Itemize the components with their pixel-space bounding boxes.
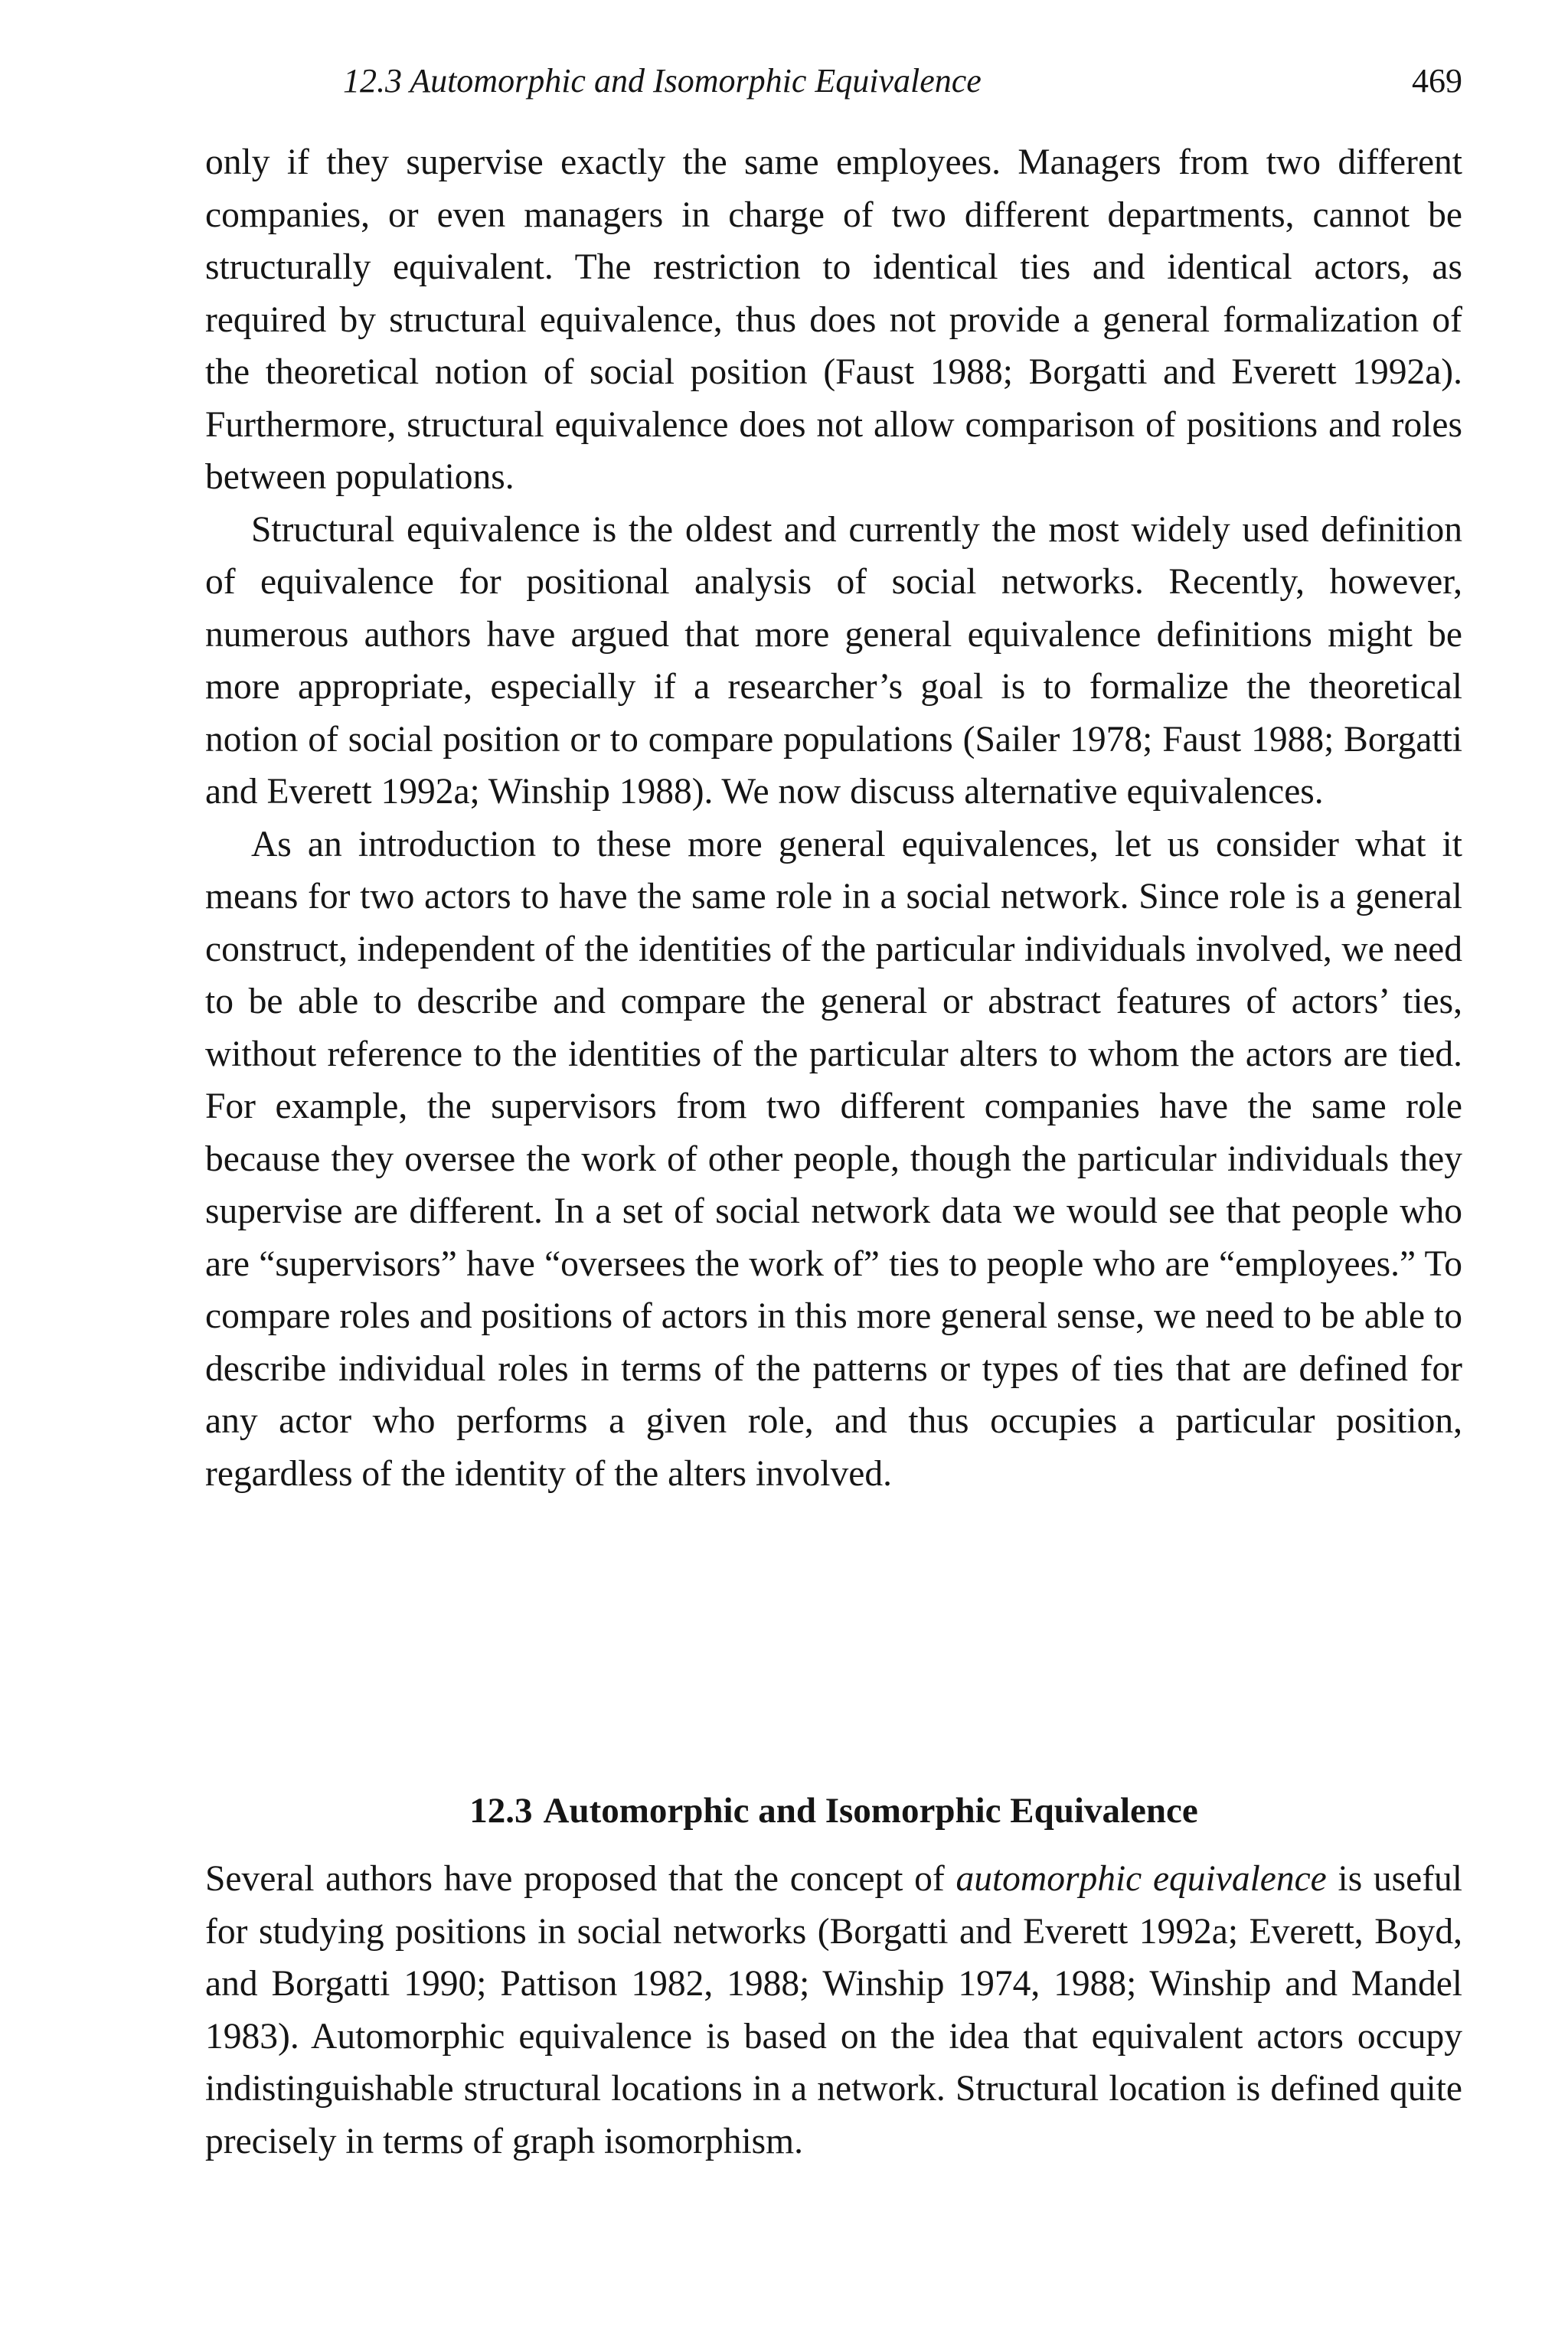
page-number: 469 (1412, 62, 1462, 100)
section-title: Automorphic and Isomorphic Equivalence (543, 1791, 1198, 1831)
paragraph-text-start: Several authors have proposed that the concept of (205, 1859, 956, 1899)
paragraph-structural-equivalence: Structural equivalence is the oldest and currently the most widely used definition of equivalence for positional analysis of social networks. Recently, however, numerous authors have argued that more general equivalence definitions might be more appropriate, especially if a researcher’s goal is to formalize the theoretical notion of social position or to compare populations (Sailer 1978; Faust 1988; Borgatti and Everett 1992a; Winship 1988). We now discuss alternative equivalences. (205, 509, 1462, 812)
italic-term: automorphic equivalence (956, 1859, 1327, 1899)
main-text (205, 136, 1462, 1500)
running-header (205, 61, 1462, 115)
paragraph-text-end: is useful for studying positions in social networks (Borgatti and Everett 1992a; Everett, Boyd, and Borgatti 1990; Pattison 1982, 1988; Winship 1974, 1988; Winship and Mandel 1983). Automorphic equivalence is based on the idea that equivalent actors occupy indistinguishable structural locations in a network. Structural location is defined quite precisely in terms of graph isomorphism. (205, 1859, 1462, 2161)
section-text (205, 1853, 1462, 2168)
section-heading (205, 1790, 1462, 1831)
paragraph-role-introduction: As an introduction to these more general equivalences, let us consider what it means for two actors to have the same role in a social network. Since role is a general construct, independent of the identities of the particular individuals involved, we need to be able to describe and compare the general or abstract features of actors’ ties, without reference to the identities of the particular alters to whom the actors are tied. For example, the supervisors from two different companies have the same role because they oversee the work of other people, though the particular individuals they supervise are different. In a set of social network data we would see that people who are “supervisors” have “oversees the work of” ties to people who are “employees.” To compare roles and positions of actors in this more general sense, we need to be able to describe individual roles in terms of the patterns or types of ties that are defined for any actor who performs a given role, and thus occupies a particular position, regardless of the identity of the alters involved. (205, 824, 1462, 1494)
section-number: 12.3 (469, 1791, 533, 1831)
paragraph-continuation: only if they supervise exactly the same employees. Managers from two different companies, or even managers in charge of two different departments, cannot be structurally equivalent. The restriction to identical ties and identical actors, as required by structural equivalence, thus does not provide a general formalization of the theoretical notion of social position (Faust 1988; Borgatti and Everett 1992a). Furthermore, structural equivalence does not allow comparison of positions and roles between populations. (205, 142, 1462, 497)
running-title: 12.3 Automorphic and Isomorphic Equivalence (343, 62, 982, 100)
paragraph-automorphic-equivalence (205, 1853, 1462, 2168)
